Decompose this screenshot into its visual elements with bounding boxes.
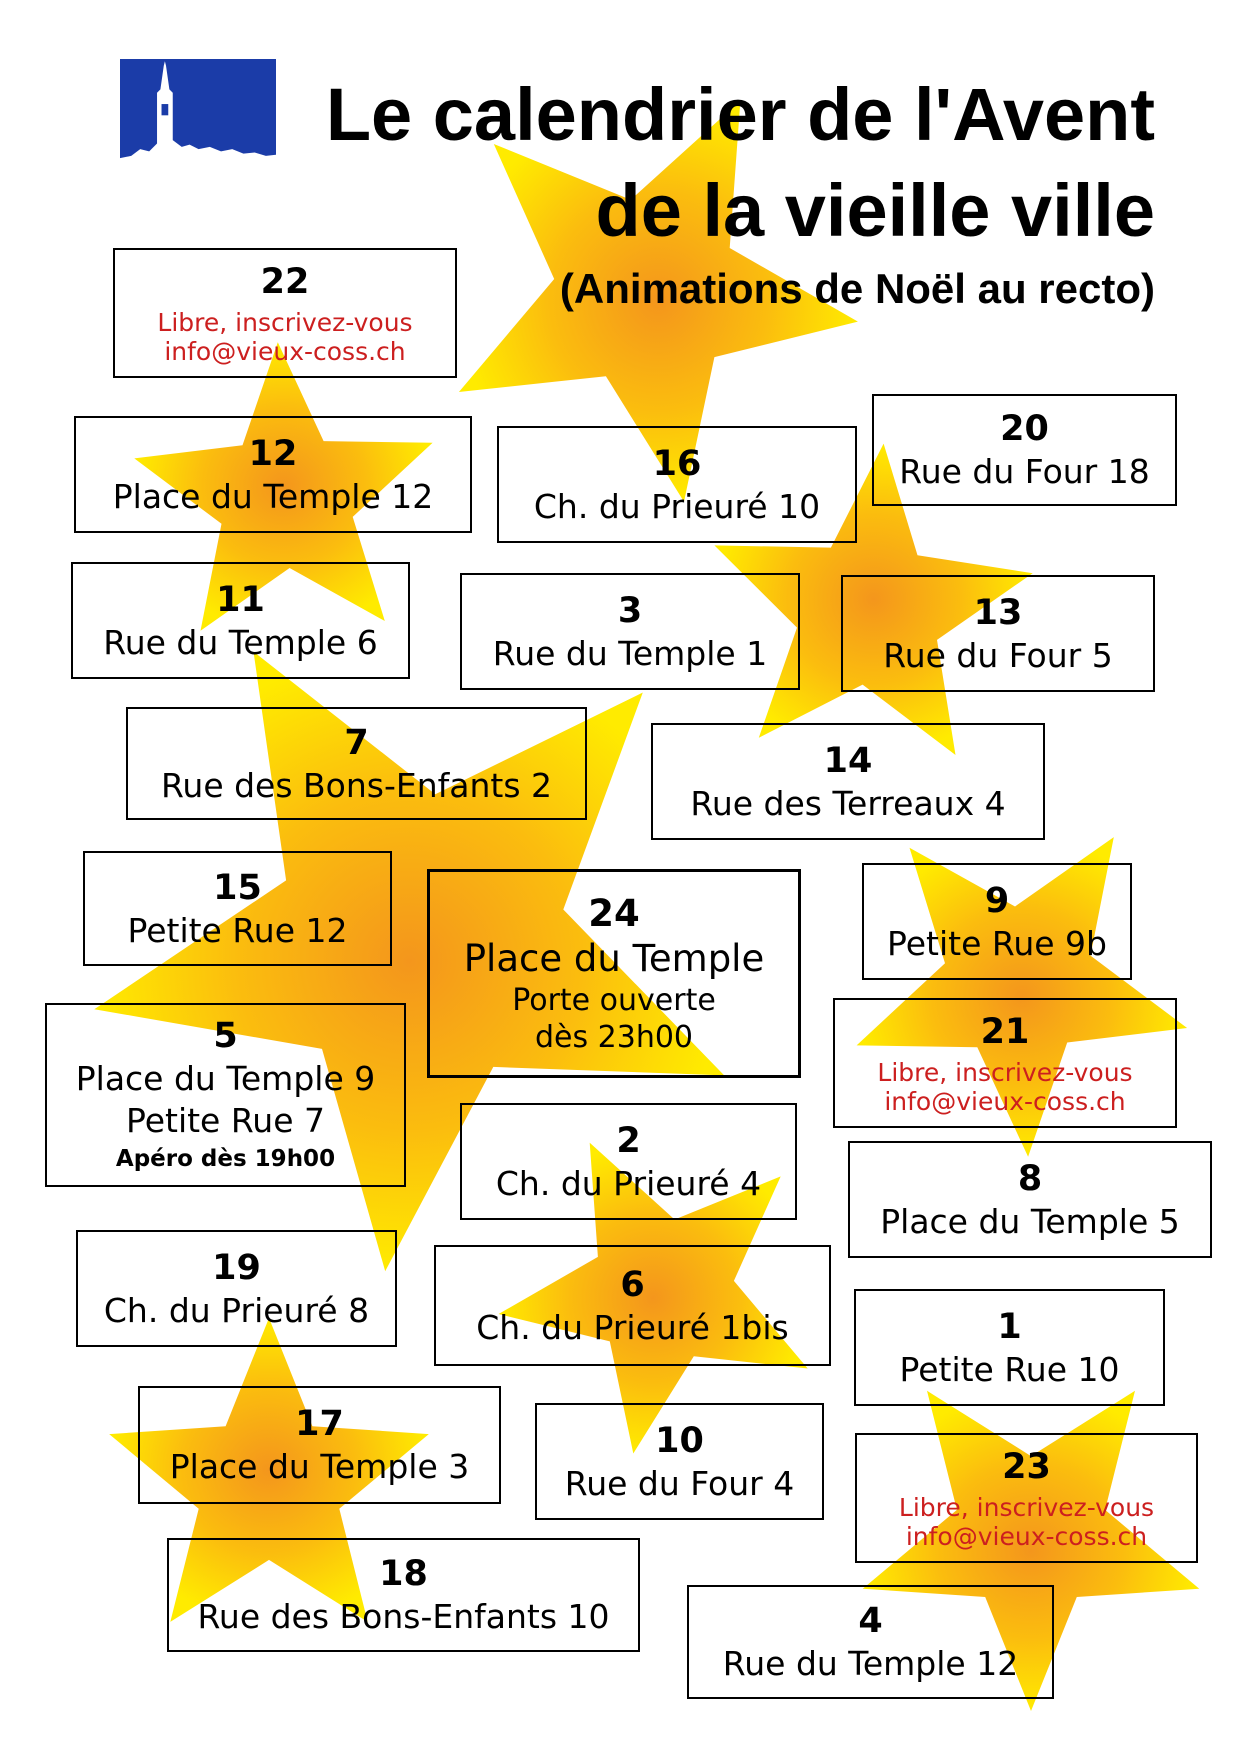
door-20 bbox=[872, 394, 1177, 506]
door-17 bbox=[138, 1386, 501, 1504]
door-number: 21 bbox=[980, 1012, 1030, 1052]
door-address: Rue des Bons-Enfants 2 bbox=[160, 765, 553, 805]
door-event-note: Apéro dès 19h00 bbox=[115, 1146, 336, 1172]
door-22 bbox=[113, 248, 457, 378]
door-address-2: Petite Rue 7 bbox=[125, 1101, 325, 1140]
door-free-note: Libre, inscrivez-vous bbox=[877, 1058, 1133, 1087]
door-address: Place du Temple 3 bbox=[169, 1447, 470, 1486]
door-16 bbox=[497, 426, 857, 543]
door-10 bbox=[535, 1403, 824, 1520]
door-number: 13 bbox=[973, 592, 1023, 633]
door-number: 6 bbox=[620, 1264, 645, 1305]
door-address: Place du Temple 5 bbox=[880, 1201, 1180, 1241]
door-number: 1 bbox=[997, 1306, 1022, 1347]
door-number: 9 bbox=[984, 880, 1010, 921]
door-number: 5 bbox=[213, 1016, 238, 1056]
door-number: 23 bbox=[1002, 1447, 1051, 1487]
door-number: 8 bbox=[1017, 1158, 1043, 1199]
door-free-note: Libre, inscrivez-vous bbox=[157, 308, 413, 337]
door-address: Rue des Terreaux 4 bbox=[690, 783, 1006, 823]
door-8 bbox=[848, 1141, 1212, 1258]
church-logo bbox=[120, 59, 276, 166]
door-3 bbox=[460, 573, 800, 690]
door-address: Ch. du Prieuré 10 bbox=[533, 486, 821, 526]
door-number: 18 bbox=[379, 1554, 428, 1594]
door-free-note: Libre, inscrivez-vous bbox=[898, 1493, 1155, 1522]
door-number: 19 bbox=[212, 1247, 261, 1288]
door-1 bbox=[854, 1289, 1165, 1406]
door-address: Rue des Bons-Enfants 10 bbox=[197, 1597, 610, 1636]
page-title-line2: de la vieille ville bbox=[595, 169, 1155, 252]
door-6 bbox=[434, 1245, 831, 1366]
door-number: 17 bbox=[295, 1404, 344, 1444]
door-18 bbox=[167, 1538, 640, 1652]
door-number: 12 bbox=[248, 433, 298, 474]
door-11 bbox=[71, 562, 410, 679]
page-title: Le calendrier de l'Avent bbox=[325, 73, 1155, 156]
door-number: 16 bbox=[652, 443, 702, 484]
door-address: Place du Temple bbox=[463, 936, 765, 980]
door-contact-email: info@vieux-coss.ch bbox=[164, 337, 406, 366]
door-event-time: dès 23h00 bbox=[534, 1019, 694, 1055]
door-address: Rue du Temple 1 bbox=[492, 633, 768, 673]
door-14 bbox=[651, 723, 1045, 840]
door-address: Rue du Temple 6 bbox=[103, 622, 378, 662]
door-address: Rue du Four 5 bbox=[883, 635, 1113, 675]
door-number: 14 bbox=[823, 740, 873, 781]
door-address: Ch. du Prieuré 1bis bbox=[476, 1307, 789, 1347]
door-5 bbox=[45, 1003, 406, 1187]
door-address: Place du Temple 12 bbox=[112, 476, 434, 516]
door-13 bbox=[841, 575, 1155, 692]
door-event-note: Porte ouverte bbox=[512, 982, 716, 1018]
door-number: 4 bbox=[858, 1601, 883, 1641]
door-address: Rue du Four 4 bbox=[564, 1463, 795, 1503]
door-21 bbox=[833, 998, 1177, 1128]
door-15 bbox=[83, 851, 392, 966]
door-24 bbox=[427, 869, 801, 1078]
door-number: 2 bbox=[616, 1120, 641, 1161]
door-7 bbox=[126, 707, 587, 820]
door-contact-email: info@vieux-coss.ch bbox=[884, 1087, 1126, 1116]
door-19 bbox=[76, 1230, 397, 1347]
door-number: 11 bbox=[216, 579, 265, 620]
door-number: 10 bbox=[655, 1420, 704, 1461]
door-23 bbox=[855, 1433, 1198, 1563]
door-number: 22 bbox=[260, 262, 310, 302]
door-address: Place du Temple 9 bbox=[75, 1059, 376, 1098]
door-9 bbox=[862, 863, 1132, 980]
door-number: 3 bbox=[617, 590, 643, 631]
door-address: Rue du Four 18 bbox=[899, 452, 1150, 491]
door-contact-email: info@vieux-coss.ch bbox=[905, 1522, 1148, 1551]
door-2 bbox=[460, 1103, 797, 1220]
door-address: Petite Rue 10 bbox=[899, 1349, 1120, 1389]
door-address: Ch. du Prieuré 8 bbox=[103, 1290, 370, 1330]
door-address: Petite Rue 12 bbox=[127, 910, 348, 950]
door-4 bbox=[687, 1585, 1054, 1699]
door-12 bbox=[74, 416, 472, 533]
page-subtitle: (Animations de Noël au recto) bbox=[559, 265, 1155, 312]
door-number: 24 bbox=[588, 891, 640, 935]
door-address: Rue du Temple 12 bbox=[722, 1644, 1019, 1683]
door-address: Petite Rue 9b bbox=[887, 923, 1107, 963]
door-number: 7 bbox=[344, 722, 369, 763]
door-number: 20 bbox=[1000, 409, 1049, 449]
door-number: 15 bbox=[213, 867, 262, 908]
door-address: Ch. du Prieuré 4 bbox=[495, 1163, 762, 1203]
